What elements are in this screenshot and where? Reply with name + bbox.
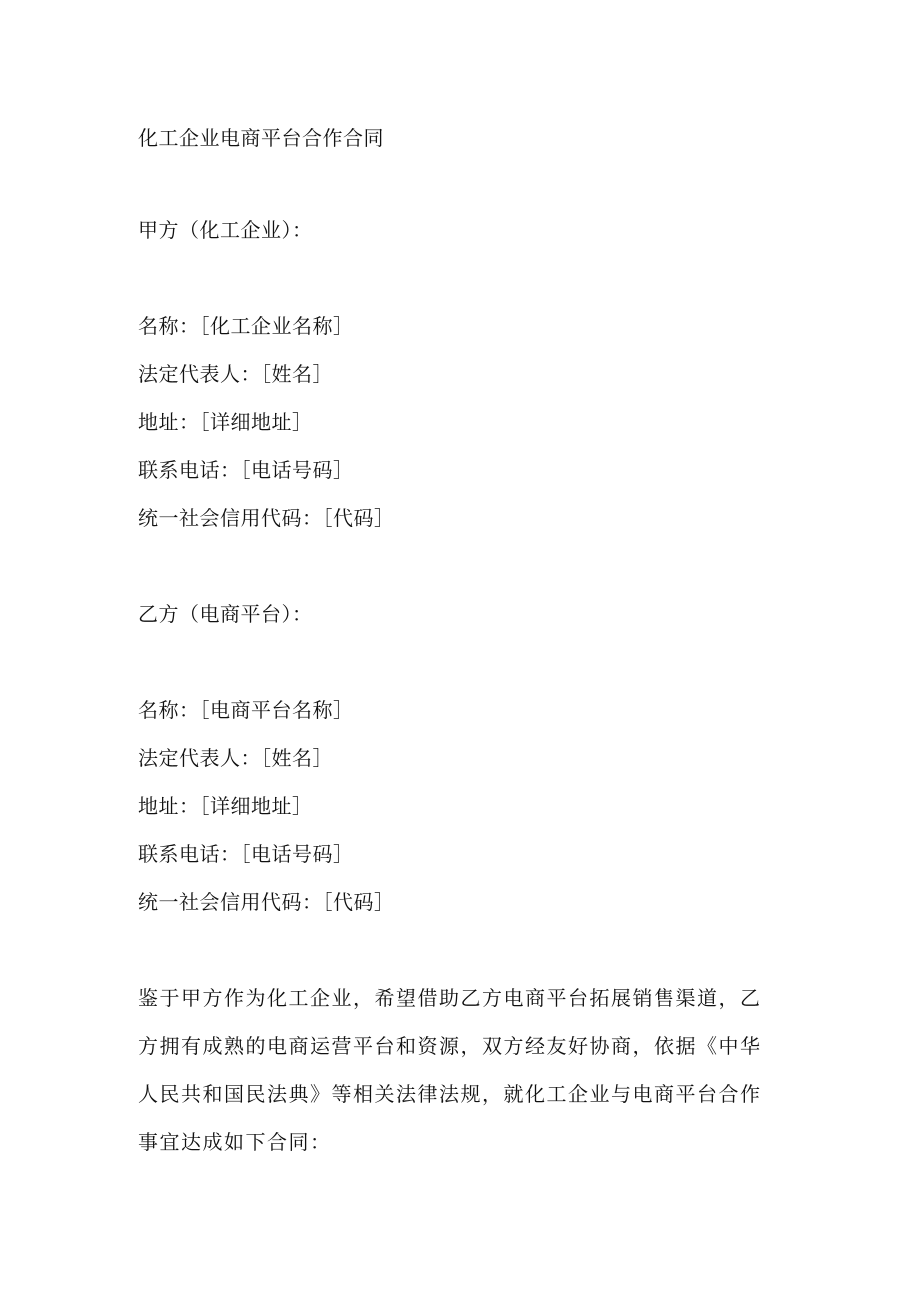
party-b-heading: 乙方（电商平台）： [138,602,313,626]
party-b-credit-code-field: 统一社会信用代码：［代码］ [138,890,395,914]
party-b-phone-field: 联系电话：［电话号码］ [138,842,354,866]
party-b-address-field: 地址：［详细地址］ [138,794,313,818]
party-b-name-field: 名称：［电商平台名称］ [138,698,354,722]
party-b-legal-rep-field: 法定代表人：［姓名］ [138,746,333,770]
party-a-heading: 甲方（化工企业）： [138,218,313,242]
party-a-credit-code-field: 统一社会信用代码：［代码］ [138,506,395,530]
preamble-paragraph: 鉴于甲方作为化工企业，希望借助乙方电商平台拓展销售渠道，乙方拥有成熟的电商运营平台和资源，双方经友好协商，依据《中华人民共和国民法典》等相关法律法规，就化工企业与电商平台合作事宜达成如下合同： [138,986,762,1154]
party-a-phone-field: 联系电话：［电话号码］ [138,458,354,482]
party-a-name-field: 名称：［化工企业名称］ [138,314,354,338]
party-a-legal-rep-field: 法定代表人：［姓名］ [138,362,333,386]
document-title: 化工企业电商平台合作合同 [138,126,384,150]
party-a-address-field: 地址：［详细地址］ [138,410,313,434]
